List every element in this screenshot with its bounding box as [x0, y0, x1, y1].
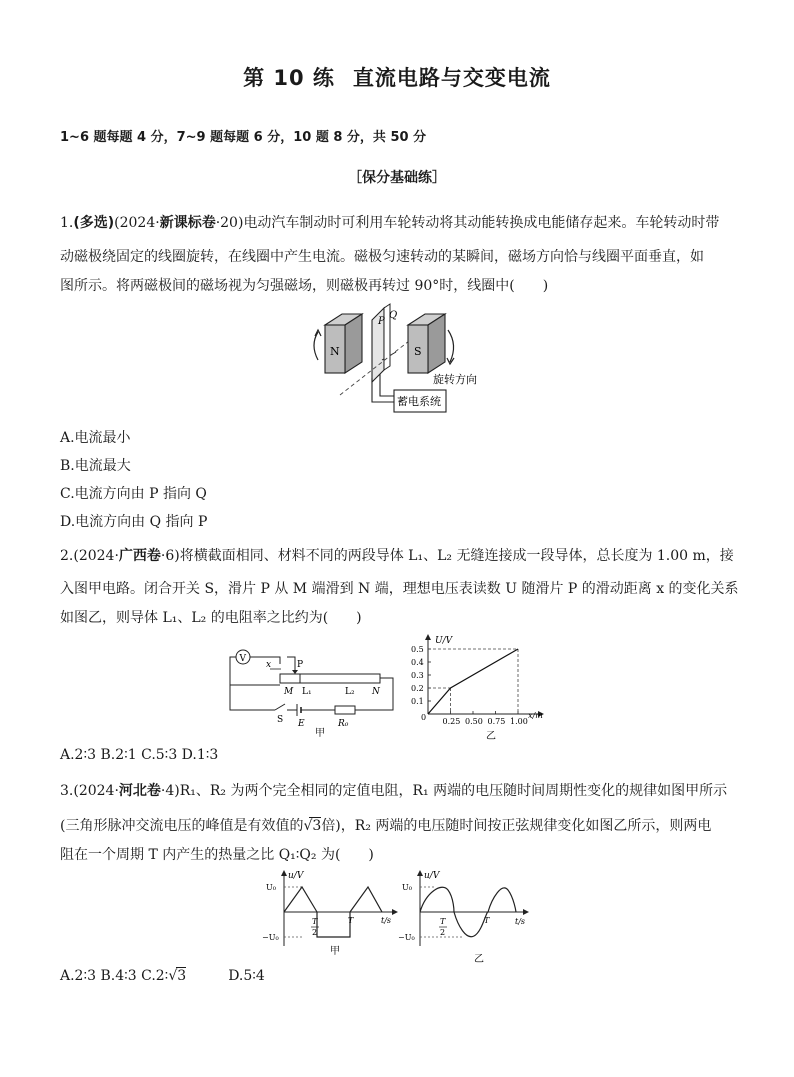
svg-text:L₂: L₂ — [345, 687, 355, 697]
svg-text:u/V: u/V — [288, 871, 304, 881]
conductor-bar — [280, 674, 380, 683]
y-axis-arrow — [425, 634, 431, 640]
q3-line-1: 3.(2024·河北卷·4)R₁、R₂ 为两个完全相同的定值电阻，R₁ 两端的电压随时间周期性变化的规律如图甲所示 — [60, 783, 728, 799]
svg-text:u/V: u/V — [424, 871, 440, 881]
x-tick-label: 1.00 — [510, 717, 528, 726]
label-p: P — [378, 316, 385, 327]
svg-text:M: M — [284, 687, 294, 697]
svg-text:V: V — [239, 654, 246, 664]
q3-figure-jia — [262, 868, 402, 960]
x-tick-label: 0.50 — [465, 717, 483, 726]
label-q: Q — [389, 310, 398, 321]
x-axis-label: x/m — [528, 711, 543, 720]
q2-line-2: 入图甲电路。闭合开关 S，滑片 P 从 M 端滑到 N 端，理想电压表读数 U 随滑片 P 的滑动距离 x 的变化关系 — [60, 581, 739, 597]
svg-text:L₁: L₁ — [302, 687, 312, 697]
q3-line-2: (三角形脉冲交流电压的峰值是有效值的√3倍)，R₂ 两端的电压随时间按正弦规律变化如图乙所示，则两电 — [60, 818, 712, 834]
q3-options: A.2∶3 B.4∶3 C.2∶√3 D.5∶4 — [60, 968, 265, 984]
label-s: S — [414, 345, 422, 358]
svg-text:t/s: t/s — [515, 917, 526, 926]
y-tick-label: 0.1 — [411, 697, 424, 706]
q2-line-3: 如图乙，则导体 L₁、L₂ 的电阻率之比约为( ) — [60, 610, 362, 626]
svg-text:T: T — [348, 916, 354, 925]
title-text: 直流电路与交变电流 — [352, 66, 551, 90]
svg-text:T: T — [312, 917, 318, 926]
svg-text:U₀: U₀ — [402, 883, 412, 892]
q1-figure-generator — [300, 300, 510, 420]
rotation-arrow-left — [314, 332, 318, 360]
svg-text:t/s: t/s — [381, 916, 392, 925]
q1-line-1: 1.(多选)(2024·新课标卷·20)电动汽车制动时可利用车轮转动将其动能转换成电能储存起来。车轮转动时带 — [60, 215, 720, 231]
q2-line-1: 2.(2024·广西卷·6)将横截面相同、材料不同的两段导体 L₁、L₂ 无缝连接成一段导体，总长度为 1.00 m，接 — [60, 548, 734, 564]
resistor-r0 — [335, 706, 355, 714]
svg-text:T: T — [440, 917, 446, 926]
q1-option-b: B.电流最大 — [60, 458, 131, 474]
svg-text:0: 0 — [421, 713, 427, 722]
svg-text:2: 2 — [440, 928, 446, 937]
q1-line-2: 动磁极绕固定的线圈旋转，在线圈中产生电流。磁极匀速转动的某瞬间，磁场方向恰与线圈平面垂直，如 — [60, 249, 704, 265]
q1-option-a: A.电流最小 — [60, 430, 131, 446]
svg-text:x: x — [266, 660, 272, 670]
svg-text:N: N — [372, 687, 380, 697]
q2-graph — [410, 632, 560, 744]
svg-text:S: S — [277, 715, 284, 725]
svg-text:−U₀: −U₀ — [262, 933, 279, 942]
label-n: N — [330, 345, 340, 358]
q2-circuit-figure — [225, 640, 405, 740]
y-tick-label: 0.4 — [411, 658, 424, 667]
svg-text:T: T — [484, 916, 490, 925]
svg-text:乙: 乙 — [474, 954, 484, 965]
y-tick-label: 0.5 — [411, 645, 424, 654]
svg-text:2: 2 — [312, 928, 318, 937]
section-heading: ［保分基础练］ — [348, 170, 446, 186]
sqrt3-option: √3 — [168, 968, 187, 984]
series-line — [428, 649, 518, 714]
rotation-label: 旋转方向 — [433, 373, 477, 386]
q3-line-3: 阻在一个周期 T 内产生的热量之比 Q₁∶Q₂ 为( ) — [60, 847, 374, 863]
scoring-info: 1~6 题每题 4 分，7~9 题每题 6 分，10 题 8 分，共 50 分 — [60, 130, 427, 145]
q1-line-3: 图所示。将两磁极间的磁场视为匀强磁场，则磁极再转过 90°时，线圈中( ) — [60, 278, 549, 294]
title-number: 第 10 练 — [243, 66, 335, 90]
page-title — [0, 62, 794, 92]
y-tick-label: 0.2 — [411, 684, 424, 693]
svg-text:−U₀: −U₀ — [398, 933, 415, 942]
battery-system-label: 蓄电系统 — [397, 395, 441, 408]
q2-options: A.2∶3 B.2∶1 C.5∶3 D.1∶3 — [60, 747, 219, 763]
caption-yi: 乙 — [486, 731, 496, 742]
x-tick-label: 0.25 — [442, 717, 461, 726]
y-axis-label: U/V — [435, 636, 453, 646]
q3-figure-yi — [398, 868, 538, 968]
sqrt3: √3 — [303, 818, 322, 834]
svg-text:P: P — [297, 660, 304, 670]
q1-option-c: C.电流方向由 P 指向 Q — [60, 486, 207, 502]
caption-jia: 甲 — [315, 728, 325, 739]
svg-text:R₀: R₀ — [338, 719, 349, 729]
y-tick-label: 0.3 — [411, 671, 424, 680]
svg-text:甲: 甲 — [330, 946, 340, 957]
x-tick-label: 0.75 — [487, 717, 506, 726]
svg-text:E: E — [298, 719, 305, 729]
q1-option-d: D.电流方向由 Q 指向 P — [60, 514, 208, 530]
svg-text:U₀: U₀ — [266, 883, 276, 892]
